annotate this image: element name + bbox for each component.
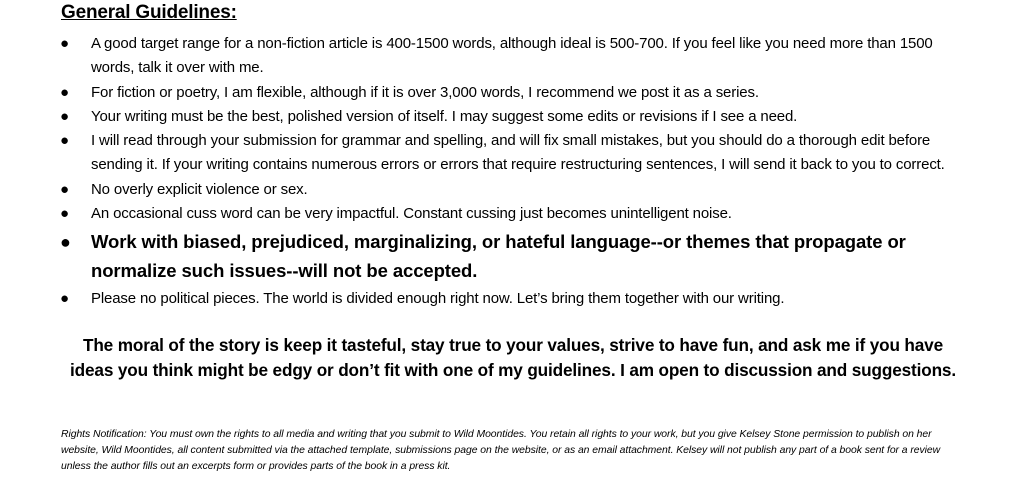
guideline-text: Work with biased, prejudiced, marginalizing, or hateful language--or themes that propagate or normalize such issues--will not be accepted. [91, 231, 906, 281]
bullet-icon: ● [60, 107, 69, 125]
guideline-item [60, 202, 960, 226]
guideline-text: An occasional cuss word can be very impactful. Constant cussing just becomes unintelligent noise. [91, 205, 732, 223]
bullet-icon: ● [60, 205, 69, 223]
bullet-icon: ● [60, 83, 69, 101]
bullet-icon: ● [60, 232, 71, 253]
rights-notification: Rights Notification: You must own the rights to all media and writing that you submit to Wild Moontides. You retain all rights to your work, but you give Kelsey Stone permission to publish on her website, Wild Moontides, all content submitted via the attached template, submissions page on the website, or as an email attachment. Kelsey will not publish any part of a book sent for a review unless the author fills out an excerpts form or provides parts of the book in a press kit. [61, 429, 941, 473]
guideline-item [60, 287, 960, 311]
guideline-item [60, 178, 960, 202]
bullet-icon: ● [60, 35, 69, 52]
section-heading: General Guidelines: [61, 2, 237, 23]
moral-statement: The moral of the story is keep it tasteful, stay true to your values, strive to have fun, and ask me if you have ideas you think might be edgy or don’t fit with one of my guidelines. I am open to discussion and suggestions. [70, 335, 956, 380]
bullet-icon: ● [60, 132, 69, 150]
guidelines-list [60, 32, 960, 312]
guideline-item [60, 129, 960, 178]
bullet-icon: ● [60, 290, 69, 308]
guideline-item [60, 81, 960, 105]
bullet-icon: ● [60, 180, 69, 198]
guideline-text: I will read through your submission for grammar and spelling, and will fix small mistakes, but you should do a thorough edit before sending it. If your writing contains numerous errors or errors that require restructuring sentences, I will send it back to you to correct. [91, 132, 945, 174]
guideline-text: Your writing must be the best, polished version of itself. I may suggest some edits or revisions if I see a need. [91, 107, 798, 125]
guideline-item-emphasized [60, 226, 960, 287]
guideline-text: Please no political pieces. The world is divided enough right now. Let’s bring them together with our writing. [91, 290, 785, 308]
guideline-item [60, 32, 960, 81]
guideline-text: For fiction or poetry, I am flexible, although if it is over 3,000 words, I recommend we post it as a series. [91, 83, 759, 101]
guideline-text: A good target range for a non-fiction article is 400-1500 words, although ideal is 500-700. If you feel like you need more than 1500 words, talk it over with me. [91, 35, 933, 77]
guideline-text: No overly explicit violence or sex. [91, 180, 308, 198]
guideline-item [60, 105, 960, 129]
